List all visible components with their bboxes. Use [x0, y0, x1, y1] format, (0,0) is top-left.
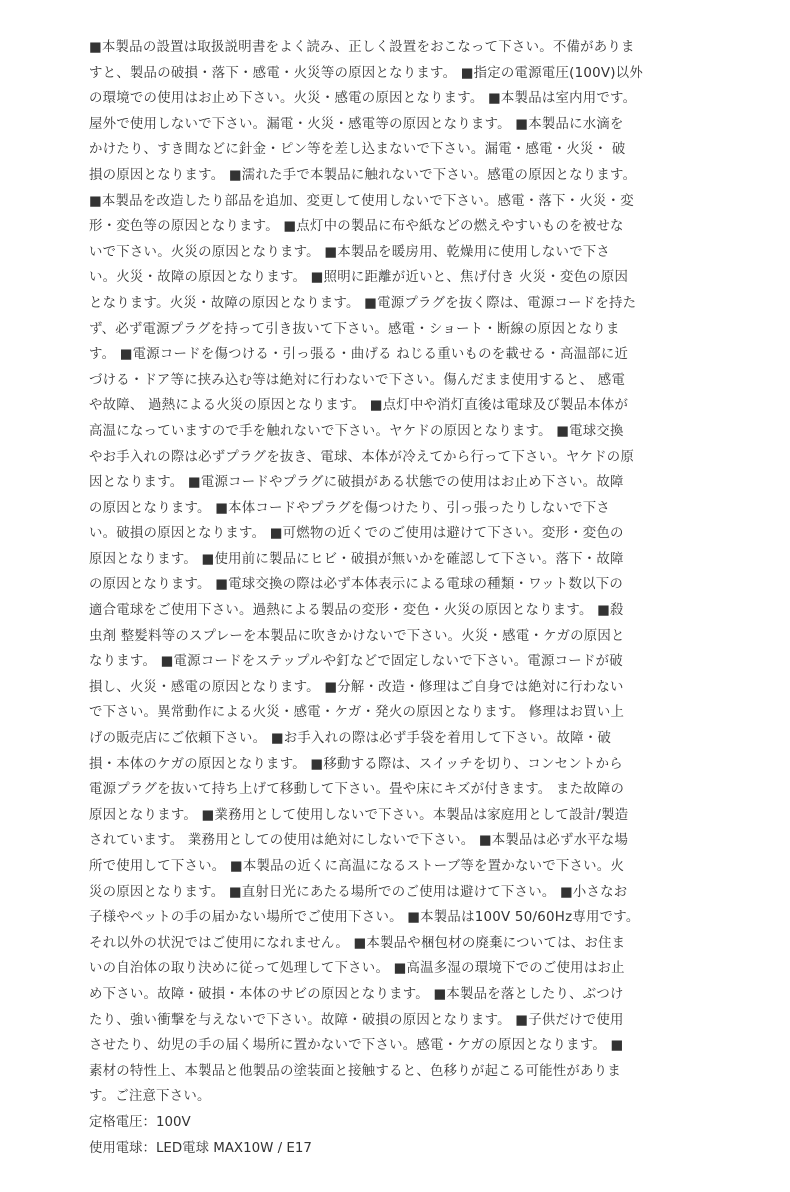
notice-line: の環境での使用はお止め下さい。火災・感電の原因となります。 ■本製品は室内用です。 [89, 91, 637, 107]
rated-voltage-spec: 定格電圧：100V [89, 1114, 191, 1130]
safety-notice-text [89, 35, 688, 1110]
notice-line: 形・変色等の原因となります。 ■点灯中の製品に布や紙などの燃えやすいものを被せな [89, 219, 624, 235]
notice-line: 所で使用して下さい。 ■本製品の近くに高温になるストーブ等を置かないで下さい。火 [89, 859, 625, 874]
notice-line: す。ご注意下さい。 [89, 1089, 211, 1105]
notice-line: なります。 ■電源コードをステップルや釘などで固定しないで下さい。電源コードが破 [89, 654, 623, 670]
notice-line: させたり、幼児の手の届く場所に置かないで下さい。感電・ケガの原因となります。 ■ [89, 1038, 624, 1054]
notice-line: 因となります。 ■電源コードやプラグに破損がある状態での使用はお止め下さい。故障 [89, 475, 624, 491]
notice-line: 損し、火災・感電の原因となります。 ■分解・改造・修理はご自身では絶対に行わない [89, 679, 624, 695]
bulb-spec: 使用電球：LED電球 MAX10W / E17 [89, 1140, 312, 1156]
notice-line: すと、製品の破損・落下・感電・火災等の原因となります。 ■指定の電源電圧(100V)以外 [89, 65, 644, 81]
notice-line: ず、必ず電源プラグを持って引き抜いて下さい。感電・ショート・断線の原因となりま [89, 321, 620, 337]
notice-line: げの販売店にご依頼下さい。 ■お手入れの際は必ず手袋を着用して下さい。故障・破 [89, 731, 612, 747]
notice-line: いの自治体の取り決めに従って処理して下さい。 ■高温多湿の環境下でのご使用はお止 [89, 961, 625, 977]
notice-line: 子様やペットの手の届かない場所でご使用下さい。 ■本製品は100V 50/60Hz専用です。 [89, 910, 640, 926]
notice-line: ■本製品を改造したり部品を追加、変更して使用しないで下さい。感電・落下・火災・変 [89, 193, 634, 209]
notice-line: 高温になっていますので手を触れないで下さい。ヤケドの原因となります。 ■電球交換 [89, 423, 624, 439]
notice-line: す。 ■電源コードを傷つける・引っ張る・曲げる ねじる重いものを載せる・高温部に近 [89, 347, 629, 363]
notice-line: や故障、 過熱による火災の原因となります。 ■点灯中や消灯直後は電球及び製品本体が [89, 398, 629, 414]
notice-line: かけたり、すき間などに針金・ピン等を差し込まないで下さい。漏電・感電・火災・ 破 [89, 142, 626, 158]
notice-line: されています。 業務用としての使用は絶対にしないで下さい。 ■本製品は必ず水平な場 [89, 833, 629, 849]
notice-line: 電源プラグを抜いて持ち上げて移動して下さい。畳や床にキズが付きます。 また故障の [89, 782, 625, 798]
notice-line: 適合電球をご使用下さい。過熱による製品の変形・変色・火災の原因となります。 ■殺 [89, 603, 624, 619]
notice-line: やお手入れの際は必ずプラグを抜き、電球、本体が冷えてから行って下さい。ヤケドの原 [89, 449, 635, 465]
notice-line: の原因となります。 ■電球交換の際は必ず本体表示による電球の種類・ワット数以下の [89, 577, 624, 593]
notice-line: め下さい。故障・破損・本体のサビの原因となります。 ■本製品を落としたり、ぶつけ [89, 986, 624, 1002]
notice-line: い。破損の原因となります。 ■可燃物の近くでのご使用は避けて下さい。変形・変色の [89, 526, 624, 542]
notice-line: 素材の特性上、本製品と他製品の塗装面と接触すると、色移りが起こる可能性がありま [89, 1063, 621, 1079]
notice-line: 屋外で使用しないで下さい。漏電・火災・感電等の原因となります。 ■本製品に水滴を [89, 116, 624, 132]
notice-line: ■本製品の設置は取扱説明書をよく読み、正しく設置をおこなって下さい。不備がありま [89, 40, 635, 55]
notice-line: 災の原因となります。 ■直射日光にあたる場所でのご使用は避けて下さい。 ■小さなお [89, 884, 628, 900]
notice-line: たり、強い衝撃を与えないで下さい。故障・破損の原因となります。 ■子供だけで使用 [89, 1012, 624, 1028]
notice-line: それ以外の状況ではご使用になれません。 ■本製品や梱包材の廃棄については、お住ま [89, 935, 626, 951]
notice-line: い。火災・故障の原因となります。 ■照明に距離が近いと、焦げ付き 火災・変色の原因 [89, 270, 629, 286]
notice-line: 原因となります。 ■業務用として使用しないで下さい。本製品は家庭用として設計/製造 [89, 807, 629, 823]
notice-line: づける・ドア等に挟み込む等は絶対に行わないで下さい。傷んだまま使用すると、 感電 [89, 372, 626, 388]
notice-line: 損の原因となります。 ■濡れた手で本製品に触れないで下さい。感電の原因となります。 [89, 167, 637, 183]
notice-line: となります。火災・故障の原因となります。 ■電源プラグを抜く際は、電源コードを持た [89, 295, 637, 311]
notice-line: 損・本体のケガの原因となります。 ■移動する際は、スイッチを切り、コンセントから [89, 756, 623, 772]
notice-line: いで下さい。火災の原因となります。 ■本製品を暖房用、乾燥用に使用しないで下さ [89, 244, 611, 260]
notice-line: の原因となります。 ■本体コードやプラグを傷つけたり、引っ張ったりしないで下さ [89, 500, 611, 516]
notice-line: 原因となります。 ■使用前に製品にヒビ・破損が無いかを確認して下さい。落下・故障 [89, 551, 624, 567]
notice-line: 虫剤 整髪料等のスプレーを本製品に吹きかけないで下さい。火災・感電・ケガの原因と [89, 628, 625, 644]
notice-line: で下さい。異常動作による火災・感電・ケガ・発火の原因となります。 修理はお買い上 [89, 705, 625, 721]
